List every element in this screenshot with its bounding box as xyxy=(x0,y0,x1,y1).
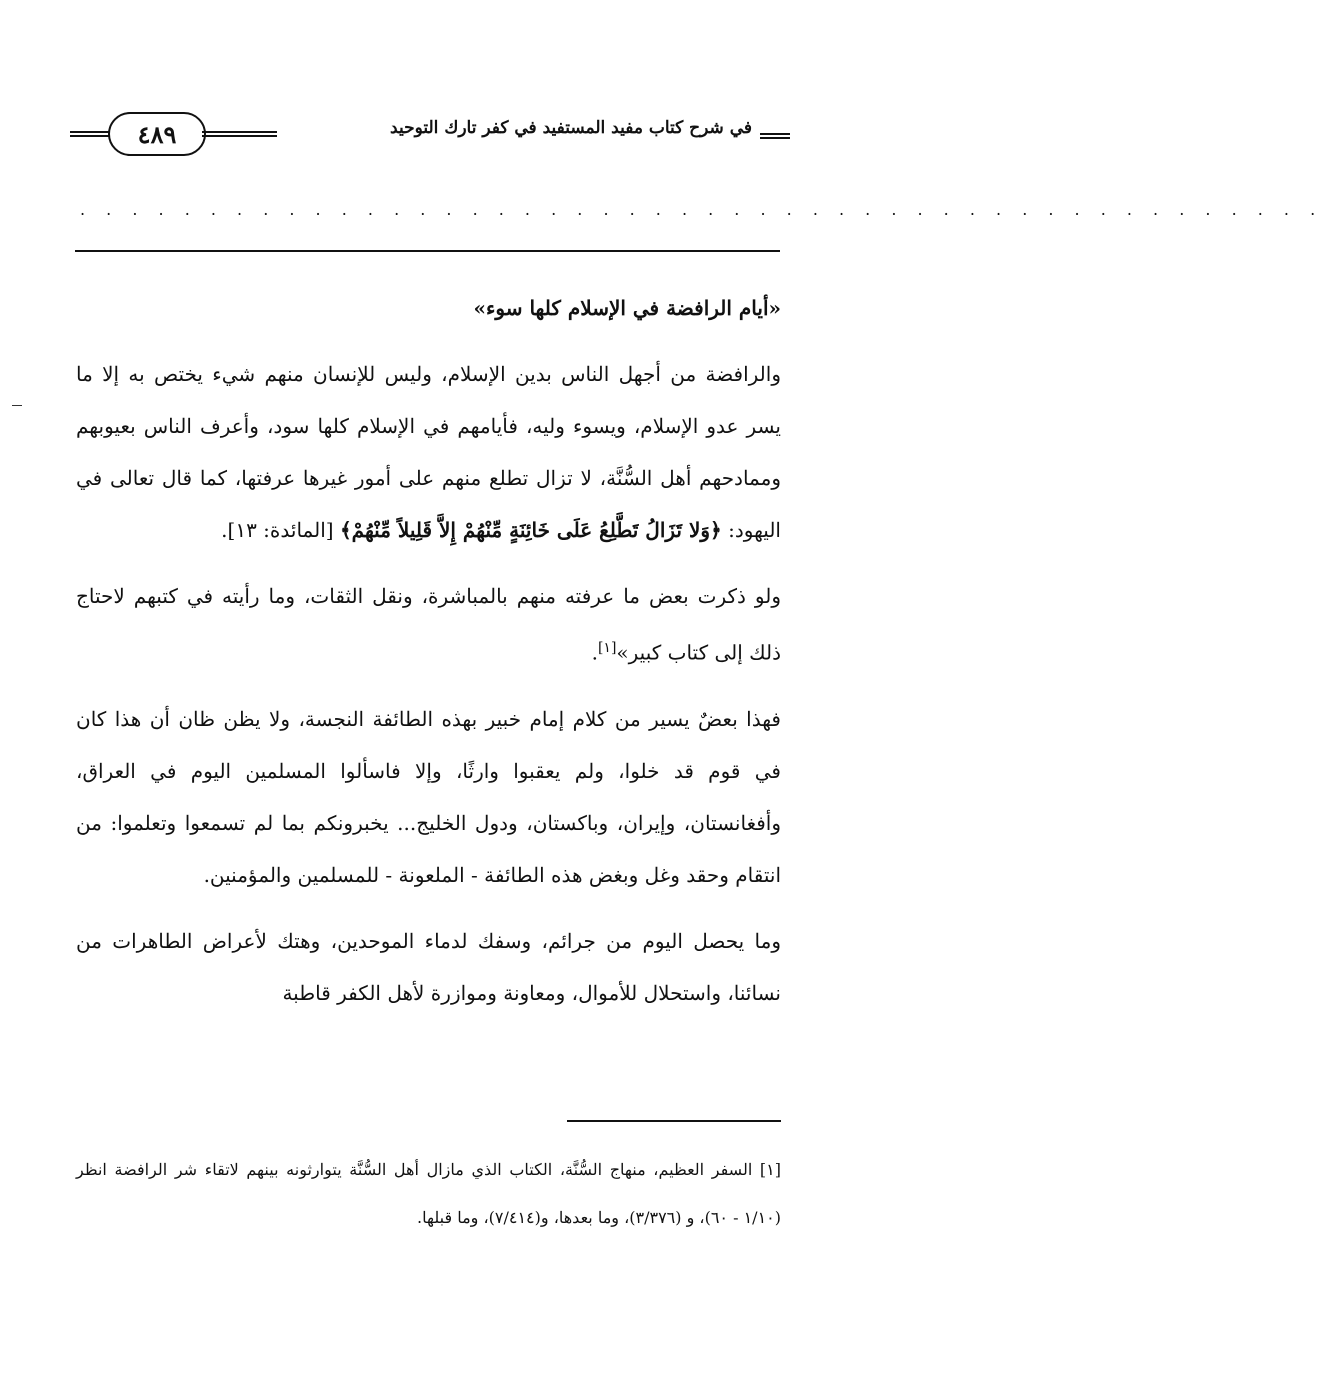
double-rule-left xyxy=(70,131,110,137)
paragraph-1 xyxy=(76,348,781,556)
section-subtitle: «أيام الرافضة في الإسلام كلها سوء» xyxy=(473,296,781,320)
paragraph-1-text: والرافضة من أجهل الناس بدين الإسلام، وليس للإنسان منهم شيء يختص به إلا ما يسر عدو الإسلام، ويسوء وليه، فأيامهم في الإسلام كلها سود، وأعرف الناس بعيوبهم وممادحهم أهل السُّنَّة، لا تزال تطلع منهم على أمور غيرها عرفتها، كما قال تعالى في اليهود: xyxy=(76,362,781,542)
verse-reference: [المائدة: ١٣]. xyxy=(221,518,334,542)
running-title: في شرح كتاب مفيد المستفيد في كفر تارك التوحيد xyxy=(390,118,752,138)
quran-verse: ﴿وَلا تَزَالُ تَطَّلِعُ عَلَى خَائِنَةٍ مِّنْهُمْ إِلاَّ قَلِيلاً مِّنْهُمْ﴾ xyxy=(339,518,722,542)
paragraph-3: فهذا بعضٌ يسير من كلام إمام خبير بهذه الطائفة النجسة، ولا يظن ظان أن هذا كان في قوم قد خلوا، ولم يعقبوا وارثًا، وإلا فاسألوا المسلمين اليوم في العراق، وأفغانستان، وإيران، وباكستان، ودول الخليج... يخبرونكم بما لم تسمعوا وتعلموا: من انتقام وحقد وغل وبغض هذه الطائفة - الملعونة - للمسلمين والمؤمنين. xyxy=(76,706,781,887)
paragraph-2-text: ولو ذكرت بعض ما عرفته منهم بالمباشرة، ونقل الثقات، وما رأيته في كتبهم لاحتاج ذلك إلى كتاب كبير» xyxy=(76,584,781,665)
footnotes xyxy=(76,1146,781,1242)
paragraph-2: ولو ذكرت بعض ما عرفته منهم بالمباشرة، ونقل الثقات، وما رأيته في كتبهم لاحتاج ذلك إلى كتاب كبير»[١]. xyxy=(76,584,781,665)
main-text xyxy=(76,282,781,1019)
paragraph-4: وما يحصل اليوم من جرائم، وسفك لدماء الموحدين، وهتك لأعراض الطاهرات من نسائنا، واستحلال للأموال، ومعاونة وموازرة لأهل الكفر قاطبة xyxy=(76,928,781,1005)
dotted-separator: . . . . . . . . . . . . . . . . . . . . . . . . . . . . . . . . . . . . . . . . . . . . . . . . xyxy=(80,200,1323,219)
title-double-rule xyxy=(760,133,790,139)
footnote-marker: [١] xyxy=(597,640,617,656)
page-number-frame xyxy=(70,112,280,156)
page-number: ٤٨٩ xyxy=(108,112,206,156)
double-rule-right xyxy=(202,131,277,137)
header-rule xyxy=(75,250,780,252)
footnote-1: [١] السفر العظيم، منهاج السُّنَّة، الكتاب الذي مازال أهل السُّنَّة يتوارثونه بينهم لاتقاء شر الرافضة انظر (١/١٠ - ٦٠)، و (٣/٣٧٦)، وما بعدها، و(٧/٤١٤)، وما قبلها. xyxy=(76,1160,781,1227)
page-header xyxy=(70,112,790,156)
margin-mark xyxy=(12,405,22,406)
footnote-rule xyxy=(567,1120,781,1122)
